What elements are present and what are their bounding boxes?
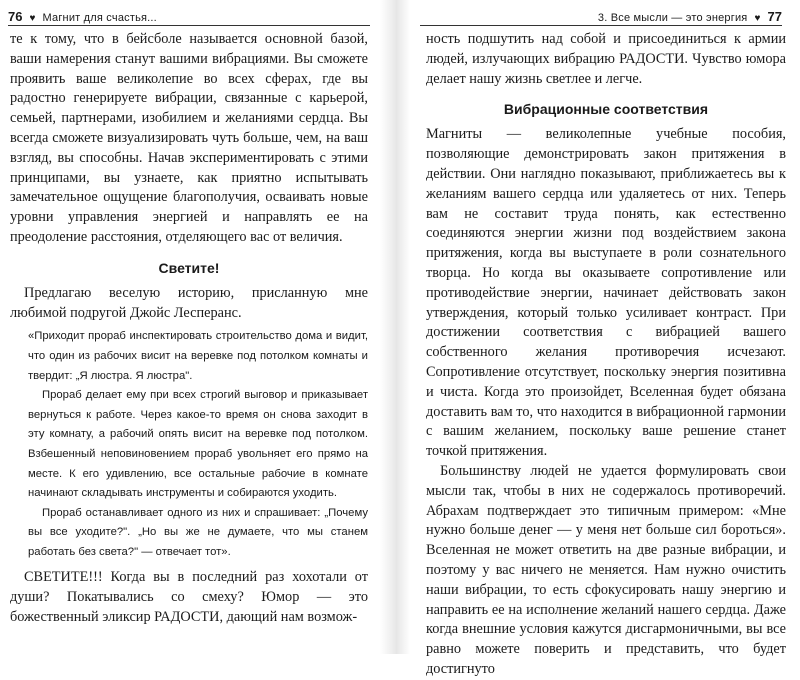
right-paragraph: ность подшутить над собой и присоединиться к армии людей, излучающих вибрацию РАДОСТИ. Чувство юмора делает нашу жизнь светлее и легче. (426, 31, 786, 87)
body-paragraph: Магниты — великолепные учебные пособия, позволяющие демонстрировать закон притяжения в действии. Они наглядно показывают, приближаетесь вы к желаниям вашего сердца или удаляетесь от них. Теперь вам не составит труда понять, как естественно соединяются энергии жизни под воздействием закона притяжения, когда вы выступаете в роли сознательного творца. Но когда вы оказываете сопротивление или противодействие энергии, начинает действовать закон утверждения, который только усиливает контраст. При достижении соответствия с вибрацией вашего собственного желания противоречия исчезают. Сопротивление отсутствует, поскольку энергия позитивна и чиста. Когда это произойдет, Вселенная будет обязана доставить вам то, что находится в вибрационной гармонии с вашим желанием, поскольку ваше решение станет точкой притяжения. (426, 126, 786, 460)
left-paragraph: те к тому, что в бейсболе называется основной базой, ваши намерения станут вашими вибрациями. Вы сможете проявить ваше великолепие во всех сферах, где вы радостно генерируете вибрации, связанные с карьерой, семьей, партнерами, изобилием и желаниями сердца. Вы всегда сможете визуализировать чуть больше, чем, на ваш взгляд, вы способны. Начав экспериментировать с этими принципами, вы узнаете, как приятно испытывать замечательное ощущение благополучия, осваивать новые уровни управления энергией и направлять ее на преодоление расстояния, отделяющего вас от величия. (10, 31, 368, 245)
section-heading-shine: Светите! (158, 259, 220, 276)
story-intro: Предлагаю веселую историю, присланную мне любимой подругой Джойс Лесперанс. (10, 284, 368, 321)
story-block (28, 327, 368, 562)
left-page (0, 0, 378, 654)
right-page (412, 0, 790, 677)
right-page-number: 77 (767, 9, 782, 24)
body-paragraph: Большинству людей не удается формулировать свои мысли так, чтобы в них не содержалось противоречий. Абрахам подтверждает это типичным примером: «Мне нужно больше денег — у меня нет больше сил бороться». Вселенная не может ответить на две разные вибрации, и поэтому у вас ничего не меняется. Нам нужно очистить наши вибрации, то есть сфокусировать нашу энергию и направить ее на исполнение желаний нашего сердца. Даже когда внешние условия кажутся дисгармоничными, вы все равно можете поверить и представить, что будет достигнуто (426, 462, 786, 677)
section-heading-vibrational-matches: Вибрационные соответствия (503, 101, 709, 118)
left-running-title: Магнит для счастья... (42, 12, 157, 24)
book-gutter (380, 0, 410, 654)
right-page-content (412, 26, 790, 680)
right-running-head (420, 8, 782, 26)
heart-icon: ♥ (29, 13, 36, 24)
story-paragraph: Прораб останавливает одного из них и спрашивает: „Почему вы все уходите?". „Но вы же не думаете, что мы станем работать без света?" — отвечает тот». (28, 506, 368, 558)
left-page-content (0, 26, 378, 628)
right-running-title: 3. Все мысли — это энергия (597, 12, 748, 24)
story-paragraph: «Приходит прораб инспектировать строительство дома и видит, что один из рабочих висит на веревке под потолком комнаты и твердит: „Я люстра. Я люстра". (28, 330, 368, 382)
closing-paragraph: СВЕТИТЕ!!! Когда вы в последний раз хохотали от души? Покатывались со смеху? Юмор — это божественный эликсир РАДОСТИ, дающий нам возмож- (10, 569, 368, 626)
story-paragraph: Прораб делает ему при всех строгий выговор и приказывает вернуться к работе. Через какое-то время он снова заходит в эту комнату, а рабочий опять висит на веревке под потолком. Взбешенный неповиновением прораб увольняет его прямо на месте. К его удивлению, все остальные рабочие в комнате начинают складывать инструменты и собираются уходить. (28, 389, 368, 500)
heart-icon: ♥ (754, 13, 761, 24)
left-page-number: 76 (8, 9, 23, 24)
left-running-head (8, 8, 370, 26)
